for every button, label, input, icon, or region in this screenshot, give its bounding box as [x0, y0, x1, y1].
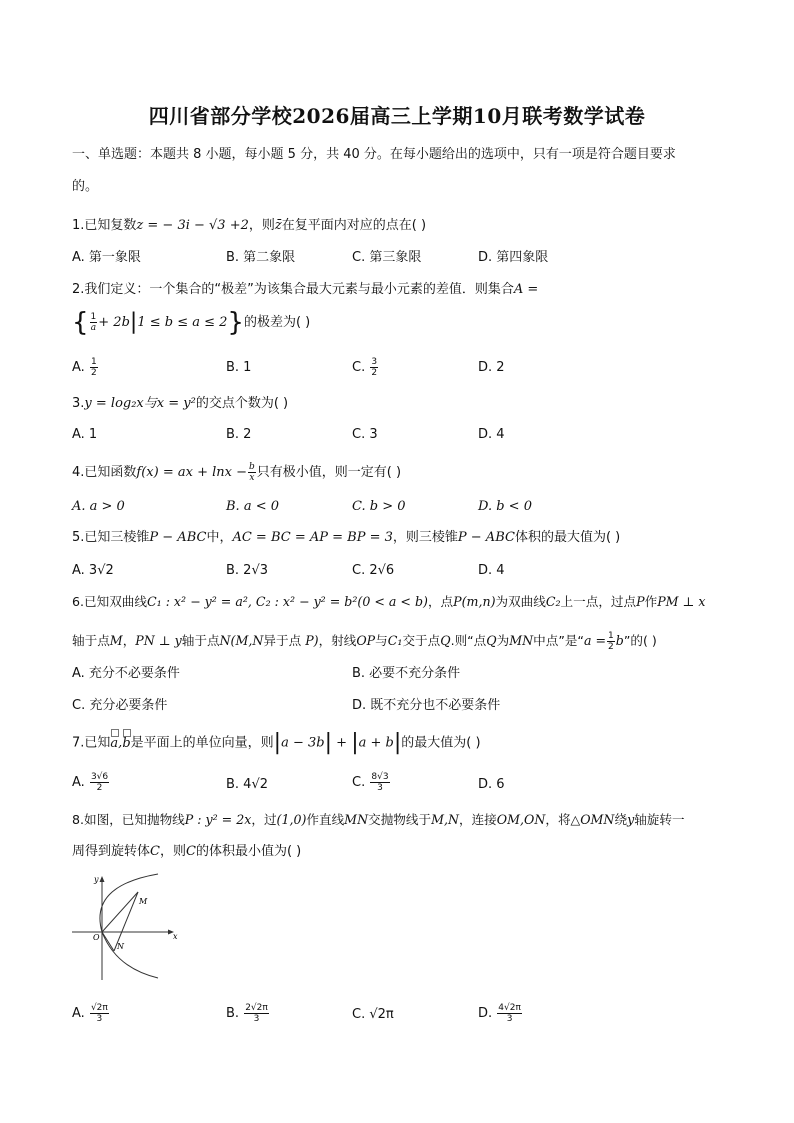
parabola-curve [100, 874, 158, 978]
q6-text-h: 轴于点 [181, 633, 220, 648]
q7-comma: , [118, 735, 123, 751]
q6-text-e: 作 [644, 594, 658, 609]
q7-option-d: D. 6 [478, 777, 505, 792]
figure-label-y: y [94, 875, 99, 884]
q8-segments: OM,ON [496, 812, 546, 827]
q8-text-i: 周得到旋转体 [72, 844, 151, 859]
abs-bar-icon: | [351, 730, 359, 755]
figure-label-n: N [117, 942, 124, 951]
q7-vector-a: a [110, 735, 119, 751]
q5-formula-1: P − ABC [149, 530, 207, 545]
q8-option-a-num: √2π [90, 1003, 108, 1013]
set-divider-icon: | [129, 309, 138, 335]
q6-fraction [607, 631, 615, 652]
q8-option-a-frac [90, 1003, 109, 1024]
q4-fraction [248, 462, 256, 483]
q6-text-b: ，点 [427, 594, 454, 609]
q6-ray-op: OP [356, 633, 376, 648]
q4-frac-den: x [249, 473, 255, 483]
q6-point-n: N(M,N [219, 633, 264, 648]
q2-option-c [352, 357, 379, 378]
q8-option-d-den: 3 [506, 1014, 513, 1024]
q7-plus: + [332, 735, 352, 751]
q8-text-e: ，连接 [458, 812, 497, 827]
q6-point-p: P(m,n) [453, 594, 496, 609]
q8-option-a [72, 1003, 110, 1024]
q6-curve-c2: C₂ [545, 594, 561, 609]
q3-option-a: A. 1 [72, 427, 98, 442]
abs-bar-icon: | [324, 730, 333, 755]
q3-text-b: 的交点个数为( ) [195, 396, 289, 411]
question-2-stem-line2 [72, 307, 311, 338]
q6-text-j: ，射线 [318, 633, 357, 648]
q7-expr-1: a − 3b [281, 735, 325, 751]
q8-triangle: △OMN [570, 812, 615, 827]
q4-option-c: C. b > 0 [352, 499, 406, 514]
question-8-stem-line2 [72, 843, 301, 861]
q4-text-b: 只有极小值，则一定有( ) [256, 465, 402, 480]
q6-text-o: 中点”是“ [533, 633, 584, 648]
q7-option-c-den: 3 [377, 783, 383, 793]
q2-option-c-den: 2 [371, 368, 378, 378]
q1-option-d: D. 第四象限 [478, 250, 549, 265]
q2-option-a-label: A. [72, 360, 85, 375]
q6-point-p3: P) [305, 633, 319, 648]
q2-set-expr: + 2b [98, 315, 130, 330]
q2-option-c-label: C. [352, 360, 366, 375]
q8-option-c: C. √2π [352, 1007, 394, 1022]
q2-option-a-den: 2 [90, 368, 97, 378]
q7-option-c-frac [370, 772, 389, 793]
q2-text-a: 2.我们定义：一个集合的“极差”为该集合最大元素与最小元素的差值．则集合 [72, 282, 514, 297]
q2-option-a-num: 1 [90, 357, 97, 367]
q6-formula-hyperbolas: C₁ : x² − y² = a², C₂ : x² − y² = b²(0 < a < b) [147, 594, 428, 609]
q6-option-a: A. 充分不必要条件 [72, 666, 180, 681]
q3-text-a: 3. [72, 396, 85, 411]
q5-text-d: 体积的最大值为( ) [514, 530, 621, 545]
q7-expr-2: a + b [358, 735, 394, 751]
q6-frac-num: 1 [608, 631, 614, 641]
question-5-stem [72, 529, 620, 547]
question-7-stem [72, 730, 481, 755]
q7-option-b: B. 4√2 [226, 777, 269, 792]
q6-text-n: 为 [496, 633, 510, 648]
q6-text-f: 轴于点 [72, 633, 110, 648]
y-axis-arrow-icon [100, 876, 105, 882]
q6-segment-mn: MN [509, 633, 534, 648]
q3-option-b: B. 2 [226, 427, 252, 442]
q6-option-b: B. 必要不充分条件 [352, 666, 461, 681]
q8-text-k: 的体积最小值为( ) [195, 844, 302, 859]
q1-option-c: C. 第三象限 [352, 250, 422, 265]
q4-option-d: D. b < 0 [478, 499, 532, 514]
q1-formula: z = − 3i − √3 +2 [136, 218, 249, 233]
q8-line-mn: MN [344, 812, 369, 827]
figure-label-m: M [139, 897, 148, 906]
q8-axis-y: y [627, 812, 635, 827]
q2-option-d: D. 2 [478, 360, 505, 375]
q6-text-a: 6.已知双曲线 [72, 594, 147, 609]
q8-option-d-frac [497, 1003, 522, 1024]
q6-pn-perp: PN ⊥ y [135, 633, 182, 648]
segment-on [102, 932, 114, 951]
q2-fraction [90, 312, 98, 333]
q5-text-c: ，则三棱锥 [392, 530, 458, 545]
q8-text-h: 轴旋转一 [634, 812, 685, 827]
left-brace-icon: { [72, 307, 89, 338]
q6-text-i: 异于点 [263, 633, 306, 648]
question-3-stem [72, 395, 288, 413]
q8-text-g: 绕 [614, 812, 628, 827]
q2-option-c-frac [370, 357, 378, 378]
q6-option-d: D. 既不充分也不必要条件 [352, 698, 501, 713]
q3-option-c: C. 3 [352, 427, 378, 442]
q7-text-b: 是平面上的单位向量，则 [130, 735, 274, 751]
q2-set-cond: 1 ≤ b ≤ a ≤ 2 [137, 315, 228, 330]
q7-option-c-num: 8√3 [371, 772, 389, 782]
figure-label-o: O [93, 933, 100, 942]
question-6-stem-line2 [72, 631, 657, 652]
q7-option-a-num: 3√6 [90, 772, 109, 782]
q8-option-d [478, 1003, 523, 1024]
q3-option-d: D. 4 [478, 427, 505, 442]
exam-title: 四川省部分学校2026届高三上学期10月联考数学试卷 [148, 104, 646, 128]
q8-option-d-label: D. [478, 1006, 493, 1021]
q8-text-d: 交抛物线于 [368, 812, 432, 827]
q8-text-j: ，则 [159, 844, 186, 859]
q8-option-d-num: 4√2π [498, 1003, 521, 1013]
q1-conjugate: z̄ [274, 218, 282, 233]
q1-option-b: B. 第二象限 [226, 250, 296, 265]
question-1-stem [72, 217, 426, 235]
section-instructions-line2: 的。 [72, 179, 99, 194]
q6-point-p2: P [636, 594, 645, 609]
q8-text-f: ，将 [545, 812, 571, 827]
q6-pm-perp: PM ⊥ x [657, 594, 706, 609]
q8-solid-c2: C [185, 844, 196, 859]
q8-solid-c: C [150, 844, 160, 859]
q8-option-b-den: 3 [253, 1014, 260, 1024]
question-2-stem-line1 [72, 281, 538, 299]
q8-option-b-label: B. [226, 1006, 240, 1021]
q2-option-b: B. 1 [226, 360, 252, 375]
q2-frac-num: 1 [90, 312, 97, 322]
q7-text-a: 7.已知 [72, 735, 111, 751]
q6-text-g: ， [122, 633, 136, 648]
q1-text-c: 在复平面内对应的点在( ) [281, 218, 427, 233]
q6-var-b: b [615, 633, 624, 648]
q8-text-a: 8.如图，已知抛物线 [72, 812, 185, 827]
q1-text-b: ，则 [248, 218, 275, 233]
q5-option-b: B. 2√3 [226, 563, 269, 578]
q4-option-a: A. a > 0 [72, 499, 125, 514]
q6-point-m: M [109, 633, 123, 648]
segment-om [102, 892, 138, 932]
q8-point: (1,0) [276, 812, 307, 827]
abs-bar-icon: | [273, 730, 282, 755]
q1-text-a: 1.已知复数 [72, 218, 137, 233]
q2-option-a [72, 357, 99, 378]
q7-option-c-label: C. [352, 775, 366, 790]
q5-option-c: C. 2√6 [352, 563, 395, 578]
q4-option-b: B. a < 0 [226, 499, 279, 514]
question-8-stem-line1 [72, 811, 685, 829]
q6-text-p: ”的( ) [623, 633, 657, 648]
q6-text-c: 为双曲线 [495, 594, 546, 609]
q5-option-d: D. 4 [478, 563, 505, 578]
q7-option-a-frac [90, 772, 109, 793]
q7-option-c [352, 772, 391, 793]
q8-parabola: P : y² = 2x [184, 812, 252, 827]
q2-frac-den: a [90, 323, 97, 333]
q7-option-a-den: 2 [96, 783, 103, 793]
q8-text-b: ，过 [251, 812, 277, 827]
q4-text-a: 4.已知函数 [72, 465, 137, 480]
section-instructions-line1: 一、单选题：本题共 8 小题，每小题 5 分，共 40 分。在每小题给出的选项中，只有一项是符合题目要求 [72, 147, 676, 162]
q5-option-a: A. 3√2 [72, 563, 114, 578]
question-4-stem [72, 462, 401, 483]
q4-formula: f(x) = ax + lnx − [136, 465, 247, 480]
q5-formula-3: P − ABC [457, 530, 515, 545]
q2-option-c-num: 3 [371, 357, 378, 367]
q7-text-c: 的最大值为( ) [401, 735, 481, 751]
q8-option-b-frac [244, 1003, 269, 1024]
figure-label-x: x [173, 932, 178, 941]
abs-bar-icon: | [393, 730, 402, 755]
q8-option-a-den: 3 [96, 1014, 103, 1024]
q6-curve-c1: C₁ [387, 633, 403, 648]
q8-option-b [226, 1003, 270, 1024]
q8-points-mn: M,N [431, 812, 459, 827]
question-6-stem-line1 [72, 593, 706, 611]
q8-figure [66, 868, 186, 984]
q4-frac-num: b [248, 462, 255, 472]
q8-option-b-num: 2√2π [245, 1003, 268, 1013]
q5-text-b: 中， [206, 530, 233, 545]
q6-eq-a: a = [583, 633, 607, 648]
q7-vector-b: b [122, 735, 131, 751]
q5-formula-2: AC = BC = AP = BP = 3 [232, 530, 393, 545]
q7-option-a [72, 772, 110, 793]
q6-point-q2: Q [486, 633, 497, 648]
q2-text-b: 的极差为( ) [243, 315, 311, 330]
q6-text-m: .则“点 [450, 633, 487, 648]
q2-option-a-frac [90, 357, 98, 378]
q8-option-a-label: A. [72, 1006, 85, 1021]
q3-formula: y = log₂x与x = y² [84, 396, 196, 411]
q6-text-l: 交于点 [402, 633, 441, 648]
q8-text-c: 作直线 [306, 812, 345, 827]
q6-text-k: 与 [375, 633, 388, 648]
q6-option-c: C. 充分必要条件 [72, 698, 168, 713]
q6-text-d: 上一点，过点 [560, 594, 637, 609]
right-brace-icon: } [227, 307, 244, 338]
q6-frac-den: 2 [608, 642, 614, 652]
q1-option-a: A. 第一象限 [72, 250, 141, 265]
q2-set-name: A = [513, 282, 539, 297]
q6-point-q: Q [440, 633, 451, 648]
q7-option-a-label: A. [72, 775, 85, 790]
q5-text-a: 5.已知三棱锥 [72, 530, 150, 545]
